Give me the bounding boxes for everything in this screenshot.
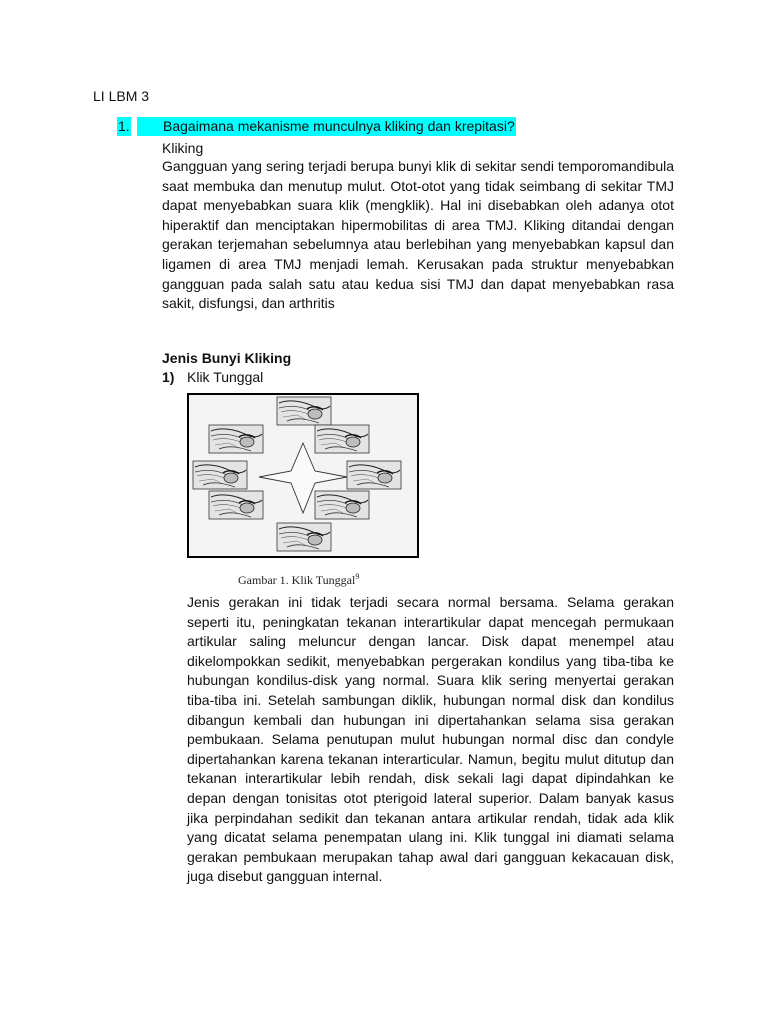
- question-text: Bagaimana mekanisme munculnya kliking dan krepitasi?: [163, 118, 515, 134]
- list-item-label: Klik Tunggal: [187, 369, 264, 385]
- document-id: LI LBM 3: [93, 88, 150, 104]
- list-item-number: 1): [162, 369, 175, 385]
- paragraph-klik-tunggal: Jenis gerakan ini tidak terjadi secara normal bersama. Selama gerakan seperti itu, peningkatan tekanan interartikular dapat mencegah permukaan artikular saling meluncur dengan lancar. Disk dapat menempel atau dikelompokkan sedikit, menyebabkan pergerakan kondilus yang tiba-tiba ke hubungan kondilus-disk yang normal. Suara klik sering menyertai gerakan tiba-tiba ini. Setelah sambungan diklik, hubungan normal disk dan kondilus dibangun kembali dan hubungan ini dipertahankan selama sisa gerakan pembukaan. Selama penutupan mulut hubungan normal disc dan condyle dipertahankan karena tekanan interarticular. Namun, begitu mulut ditutup dan tekanan interartikular lebih rendah, disk sekali lagi dapat dipindahkan ke depan dengan tonisitas otot pterigoid lateral superior. Dalam banyak kasus jika perpindahan sedikit dan tekanan antara artikular rendah, tidak ada klik yang dicatat selama penempatan ulang ini. Klik tunggal ini diamati selama gerakan pembukaan merupakan tahap awal dari gangguan kekacauan disk, juga disebut gangguan internal.: [187, 594, 674, 885]
- figure-caption-reference: 9: [355, 572, 360, 581]
- term-heading: Kliking: [162, 140, 204, 156]
- question-row: [117, 117, 674, 137]
- question-number: 1.: [118, 118, 130, 134]
- highlight-fill: [137, 117, 165, 136]
- paragraph-kliking: Gangguan yang sering terjadi berupa bunyi klik di sekitar sendi temporomandibula saat membuka dan menutup mulut. Otot-otot yang tidak seimbang di sekitar TMJ dapat menyebabkan suara klik (mengklik). Hal ini disebabkan oleh adanya otot hiperaktif dan menciptakan hipermobilitas di area TMJ. Kliking ditandai dengan gerakan terjemahan sebelumnya atau berlebihan yang menyebabkan kapsul dan ligamen di area TMJ menjadi lemah. Kerusakan pada struktur menyebabkan gangguan pada salah satu atau kedua sisi TMJ dan dapat menyebabkan rasa sakit, disfungsi, dan arthritis: [162, 158, 674, 312]
- figure-klik-tunggal: [187, 393, 419, 558]
- figure-caption: [238, 572, 359, 588]
- figure-caption-text: Gambar 1. Klik Tunggal: [238, 573, 356, 587]
- section-heading: Jenis Bunyi Kliking: [162, 350, 292, 366]
- jaw-diagram-illustration: [189, 395, 417, 556]
